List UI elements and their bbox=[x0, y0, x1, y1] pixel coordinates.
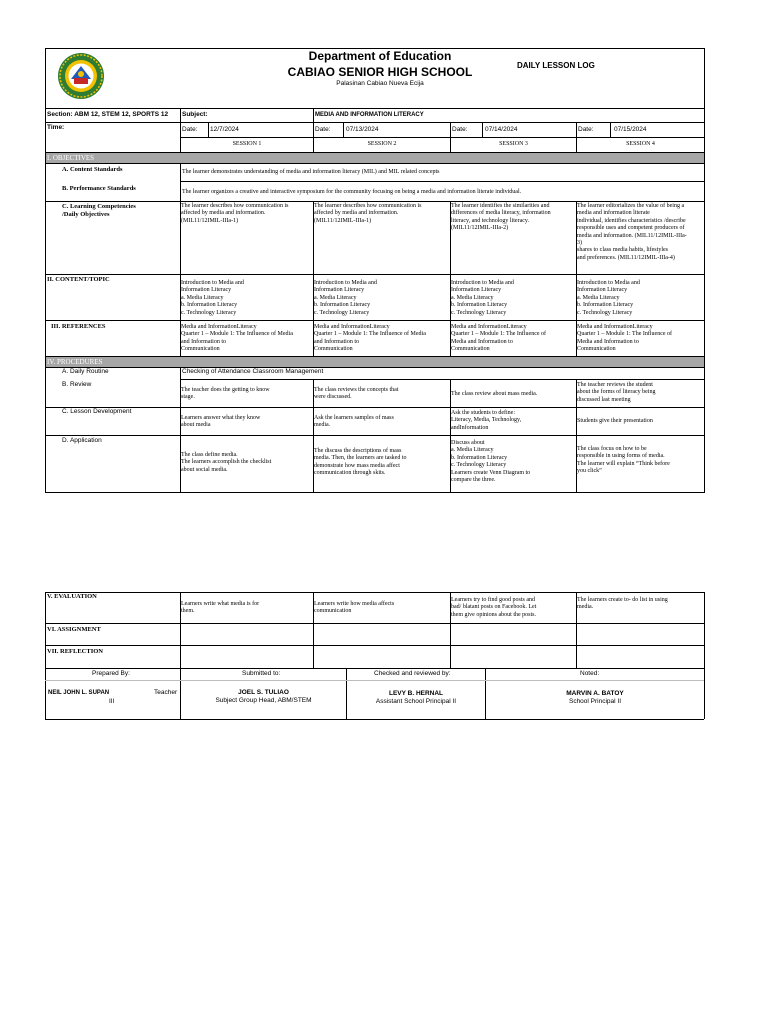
cell-line: a. Media Literacy bbox=[451, 447, 494, 454]
cell-line: Communication bbox=[451, 346, 490, 353]
cell-line: Information Literacy bbox=[181, 287, 232, 294]
performance-standards-label: B. Performance Standards bbox=[62, 185, 136, 192]
evaluation-cell-4 bbox=[577, 597, 704, 612]
daily-routine-text: Checking of Attendance Classroom Management bbox=[182, 368, 324, 375]
content-standards-label: A. Content Standards bbox=[62, 166, 123, 173]
cell-line: The learners create to- do list in using bbox=[577, 597, 668, 603]
cell-line: The teacher does the getting to know bbox=[181, 387, 270, 393]
development-cell-2 bbox=[314, 415, 449, 430]
review-cell-3 bbox=[451, 391, 575, 398]
submitted-name: JOEL S. TULIAO bbox=[238, 689, 289, 696]
competencies-label-line-1: C. Learning Competencies bbox=[62, 203, 136, 210]
evaluation-cell-1 bbox=[181, 601, 312, 616]
competency-cell-2 bbox=[314, 203, 449, 225]
cell-line: andInformation bbox=[451, 424, 489, 431]
cell-line: bad/ blatant posts on Facebook. Let bbox=[451, 604, 537, 611]
cell-line: a. Media Literacy bbox=[314, 294, 357, 301]
cell-line: The discuss the descriptions of mass bbox=[314, 448, 402, 454]
cell-line: and preferences. (MIL11/12IMIL-IIIa-4) bbox=[577, 254, 675, 261]
cell-line: The class reviews the concepts that bbox=[314, 387, 399, 393]
cell-line: b. Information Literacy bbox=[451, 302, 508, 309]
prepared-by-label: Prepared By: bbox=[92, 670, 130, 677]
preparer-role: Teacher bbox=[154, 689, 178, 696]
session-header-4: SESSION 4 bbox=[626, 141, 655, 147]
cell-line: you click” bbox=[577, 468, 602, 475]
cell-line: Media and InformationLiteracy bbox=[181, 324, 257, 330]
cell-line: a. Media Literacy bbox=[181, 294, 224, 301]
cell-line: Media and InformationLiteracy bbox=[314, 324, 390, 330]
evaluation-cell-2 bbox=[314, 601, 449, 616]
evaluation-cell-3 bbox=[451, 597, 575, 619]
reflection-label: VII. REFLECTION bbox=[47, 648, 103, 655]
competency-cell-1 bbox=[181, 203, 312, 225]
date-label-2: Date: bbox=[315, 126, 331, 133]
performance-standards-text: The learner organizes a creative and interactive symposium for the community focusing on being a media and information literate individual. bbox=[182, 189, 522, 195]
cell-line: Learners write how media affects bbox=[314, 601, 395, 607]
cell-line: Literacy, Media, Technology, bbox=[451, 417, 522, 424]
cell-line: and Information to bbox=[314, 338, 359, 345]
cell-line: b. Information Literacy bbox=[451, 454, 508, 461]
cell-line: Introduction to Media and bbox=[181, 280, 244, 286]
cell-line: Communication bbox=[577, 346, 616, 353]
noted-name: MARVIN A. BATOY bbox=[566, 690, 624, 697]
cell-line: c. Technology Literacy bbox=[181, 309, 237, 316]
references-cell-3 bbox=[451, 324, 575, 354]
cell-line: compare the three. bbox=[451, 477, 496, 484]
cell-line: The class review about mass media. bbox=[451, 391, 538, 397]
cell-line: media and information. (MIL11/12IMIL-IIIa- bbox=[577, 232, 687, 239]
references-label: III. REFERENCES bbox=[51, 323, 106, 330]
content-standards-text: The learner demonstrates understanding of media and information literacy (MIL) and MIL related concepts bbox=[182, 169, 440, 175]
cell-line: differences of media literacy, information bbox=[451, 210, 551, 217]
cell-line: responsible in using forms of media. bbox=[577, 453, 665, 460]
preparer-name: NEIL JOHN L. SUPAN bbox=[48, 690, 110, 696]
cell-line: Quarter 1 – Module 1: The Influence of bbox=[451, 331, 547, 338]
application-label: D. Application bbox=[62, 437, 102, 444]
application-cell-2 bbox=[314, 448, 449, 478]
application-cell-1 bbox=[181, 452, 312, 474]
subject-value: MEDIA AND INFORMATION LITERACY bbox=[315, 112, 424, 118]
time-label: Time: bbox=[47, 124, 65, 131]
cell-line: 3) bbox=[577, 240, 582, 247]
cell-line: Information Literacy bbox=[577, 287, 628, 294]
cell-line: The learner describes how communication is bbox=[181, 203, 289, 209]
date-label-4: Date: bbox=[578, 126, 594, 133]
competencies-label bbox=[62, 203, 136, 218]
school-title: CABIAO SENIOR HIGH SCHOOL bbox=[287, 65, 473, 79]
cell-line: discussed last meeting bbox=[577, 396, 631, 403]
cell-line: (MIL11/12IMIL-IIIa-2) bbox=[451, 225, 509, 232]
checked-role: Assistant School Principal II bbox=[375, 698, 457, 705]
competency-cell-4 bbox=[577, 203, 704, 262]
date-value-2: 07/13/2024 bbox=[346, 126, 379, 133]
session-header-2: SESSION 2 bbox=[367, 141, 397, 147]
cell-line: affected by media and information. bbox=[181, 210, 266, 217]
date-value-4: 07/15/2024 bbox=[614, 126, 647, 133]
competencies-label-line-2: /Daily Objectives bbox=[62, 210, 110, 218]
references-cell-2 bbox=[314, 324, 449, 354]
cell-line: The learner describes how communication is bbox=[314, 203, 422, 209]
cell-line: about the forms of literacy being bbox=[577, 389, 656, 396]
cell-line: media. bbox=[314, 422, 331, 429]
cell-line: Learners answer what they know bbox=[181, 415, 261, 421]
cell-line: The learner will explain “Think before bbox=[577, 460, 670, 467]
cell-line: about media bbox=[181, 422, 211, 429]
review-cell-1 bbox=[181, 387, 312, 402]
cell-line: The learners accomplish the checklist bbox=[181, 459, 272, 466]
cell-line: c. Technology Literacy bbox=[451, 462, 507, 469]
cell-line: Quarter 1 – Module 1: The Influence of bbox=[577, 331, 673, 338]
cell-line: a. Media Literacy bbox=[577, 294, 620, 301]
cell-line: Introduction to Media and bbox=[314, 280, 377, 286]
review-cell-2 bbox=[314, 387, 449, 402]
date-label-3: Date: bbox=[452, 126, 468, 133]
procedures-band-label: IV. PROCEDURES bbox=[47, 358, 103, 366]
assignment-label: VI. ASSIGNMENT bbox=[47, 626, 101, 633]
cell-line: The class define media. bbox=[181, 452, 238, 458]
objectives-band-label: I. OBJECTIVES bbox=[47, 154, 95, 162]
school-seal-icon bbox=[57, 52, 105, 100]
preparer-role-suffix: III bbox=[109, 698, 115, 705]
cell-line: Communication bbox=[314, 346, 353, 353]
cell-line: Communication bbox=[181, 346, 220, 353]
cell-line: (MIL11/12IMIL-IIIa-1) bbox=[181, 217, 239, 224]
cell-line: a. Media Literacy bbox=[451, 294, 494, 301]
development-cell-4 bbox=[577, 418, 704, 425]
development-cell-3 bbox=[451, 410, 575, 432]
cell-line: them. bbox=[181, 608, 195, 615]
cell-line: b. Information Literacy bbox=[577, 302, 634, 309]
cell-line: Media and Information to bbox=[451, 338, 513, 345]
cell-line: Quarter 1 – Module 1: The Influence of Media bbox=[314, 331, 426, 338]
application-cell-4 bbox=[577, 446, 704, 476]
cell-line: Information Literacy bbox=[451, 287, 502, 294]
cell-line: them give opinions about the posts. bbox=[451, 611, 536, 618]
evaluation-label: V. EVALUATION bbox=[47, 593, 97, 600]
content-topic-cell-4 bbox=[577, 280, 704, 317]
department-title: Department of Education bbox=[308, 49, 452, 63]
cell-line: literacy, and technology literacy. bbox=[451, 217, 530, 224]
cell-line: affected by media and information. bbox=[314, 210, 399, 217]
cell-line: media and information literate bbox=[577, 210, 650, 217]
competency-cell-3 bbox=[451, 203, 575, 233]
date-value-3: 07/14/2024 bbox=[485, 126, 518, 133]
cell-line: responsible uses and competent producers of bbox=[577, 225, 685, 232]
cell-line: Learners write what media is for bbox=[181, 601, 260, 607]
cell-line: communication bbox=[314, 608, 352, 615]
cell-line: shares to class media habits, lifestyles bbox=[577, 247, 668, 254]
submitted-role: Subject Group Head, ABM/STEM bbox=[215, 697, 312, 704]
noted-label: Noted: bbox=[580, 670, 600, 677]
cell-line: about social media. bbox=[181, 466, 228, 473]
cell-line: Media and InformationLiteracy bbox=[451, 324, 527, 330]
cell-line: Learners try to find good posts and bbox=[451, 597, 535, 603]
cell-line: and Information to bbox=[181, 338, 226, 345]
daily-routine-label: A. Daily Routine bbox=[62, 368, 109, 375]
cell-line: The teacher reviews the student bbox=[577, 382, 653, 388]
development-cell-1 bbox=[181, 415, 312, 430]
cell-line: stage. bbox=[181, 394, 195, 401]
session-header-3: SESSION 3 bbox=[499, 141, 528, 147]
cell-line: Learners create Venn Diagram to bbox=[451, 469, 531, 476]
cell-line: The class focus on how to be bbox=[577, 446, 647, 452]
cell-line: c. Technology Literacy bbox=[314, 309, 370, 316]
checked-name: LEVY B. HERNAL bbox=[388, 690, 444, 697]
cell-line: Discuss about bbox=[451, 440, 485, 446]
cell-line: were discussed. bbox=[314, 394, 352, 401]
checked-reviewed-label: Checked and reviewed by: bbox=[374, 670, 451, 677]
cell-line: media. Then, the learners are tasked to bbox=[314, 455, 407, 462]
review-cell-4 bbox=[577, 382, 704, 404]
cell-line: media. bbox=[577, 604, 594, 611]
content-topic-cell-1 bbox=[181, 280, 312, 317]
submitted-to-label: Submitted to: bbox=[242, 670, 281, 677]
document-title: DAILY LESSON LOG bbox=[517, 61, 595, 70]
application-cell-3 bbox=[451, 440, 575, 484]
cell-line: The learner identifies the similarities and bbox=[451, 203, 550, 209]
cell-line: c. Technology Literacy bbox=[577, 309, 633, 316]
cell-line: (MIL11/12IMIL-IIIa-1) bbox=[314, 217, 372, 224]
cell-line: individual, identifies characteristics /describe bbox=[577, 217, 686, 224]
school-address: Palasinan Cabiao Nueva Ecija bbox=[336, 80, 424, 87]
section-label: Section: ABM 12, STEM 12, SPORTS 12 bbox=[47, 111, 169, 118]
references-cell-1 bbox=[181, 324, 312, 354]
cell-line: demonstrate how mass media affect bbox=[314, 462, 400, 469]
cell-line: communication through skits. bbox=[314, 470, 386, 477]
cell-line: Ask the students to define: bbox=[451, 410, 515, 416]
content-topic-cell-3 bbox=[451, 280, 575, 317]
date-value-1: 12/7/2024 bbox=[210, 126, 239, 133]
session-header-1: SESSION 1 bbox=[232, 141, 262, 147]
content-topic-label: II. CONTENT/TOPIC bbox=[47, 276, 110, 283]
review-label: B. Review bbox=[62, 381, 92, 388]
subject-label: Subject: bbox=[182, 111, 208, 118]
cell-line: b. Information Literacy bbox=[314, 302, 371, 309]
lesson-development-label: C. Lesson Development bbox=[62, 408, 132, 415]
cell-line: Media and Information to bbox=[577, 338, 639, 345]
references-cell-4 bbox=[577, 324, 704, 354]
cell-line: Introduction to Media and bbox=[577, 280, 640, 286]
content-topic-cell-2 bbox=[314, 280, 449, 317]
cell-line: Information Literacy bbox=[314, 287, 365, 294]
cell-line: b. Information Literacy bbox=[181, 302, 238, 309]
cell-line: Introduction to Media and bbox=[451, 280, 514, 286]
cell-line: c. Technology Literacy bbox=[451, 309, 507, 316]
cell-line: Media and InformationLiteracy bbox=[577, 324, 653, 330]
noted-role: School Principal II bbox=[568, 698, 622, 705]
cell-line: The learner editorializes the value of being a bbox=[577, 203, 685, 209]
cell-line: Quarter 1 – Module 1: The Influence of Media bbox=[181, 331, 293, 338]
date-label-1: Date: bbox=[182, 126, 198, 133]
cell-line: Students give their presentation bbox=[577, 418, 653, 424]
cell-line: Ask the learners samples of mass bbox=[314, 415, 394, 421]
